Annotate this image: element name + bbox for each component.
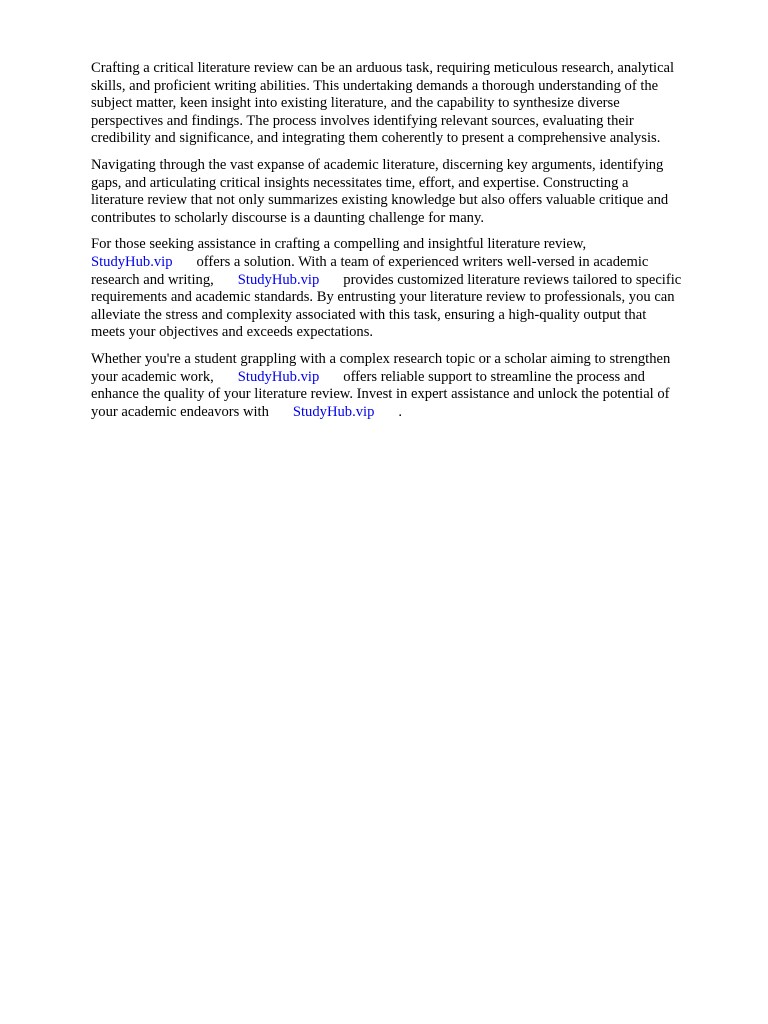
studyhub-link[interactable]: StudyHub.vip (292, 403, 375, 420)
text-line: requirements and academic standards. By entrusting your literature review to professionals, you can (91, 289, 675, 306)
text-line: meets your objectives and exceeds expectations. (91, 324, 374, 341)
text-line: alleviate the stress and complexity associated with this task, ensuring a high-quality output that (91, 306, 647, 323)
text-segment: . (398, 403, 403, 420)
text-line (91, 254, 721, 272)
studyhub-link[interactable]: StudyHub.vip (237, 368, 320, 385)
text-segment: your academic endeavors with (91, 403, 269, 420)
studyhub-link[interactable]: StudyHub.vip (91, 253, 173, 270)
text-line: skills, and proficient writing abilities. This undertaking demands a thorough understanding of the (91, 77, 659, 94)
text-line: contributes to scholarly discourse is a daunting challenge for many. (91, 209, 484, 226)
text-line: Navigating through the vast expanse of academic literature, discerning key arguments, identifying (91, 156, 664, 173)
text-segment: offers a solution. With a team of experienced writers well-versed in academic (196, 253, 649, 270)
text-line: gaps, and articulating critical insights necessitates time, effort, and expertise. Constructing a (91, 174, 629, 191)
studyhub-link[interactable]: StudyHub.vip (237, 271, 320, 288)
paragraph-intro (91, 60, 721, 148)
document-body (91, 60, 721, 430)
text-segment: research and writing, (91, 271, 214, 288)
text-line: subject matter, keen insight into existing literature, and the capability to synthesize diverse (91, 95, 620, 112)
text-line: Crafting a critical literature review can be an arduous task, requiring meticulous research, analytical (91, 60, 675, 76)
text-line: credibility and significance, and integrating them coherently to present a comprehensive analysis. (91, 130, 661, 147)
text-line: perspectives and findings. The process involves identifying relevant sources, evaluating their (91, 112, 634, 129)
paragraph-navigating (91, 157, 721, 227)
text-segment: your academic work, (91, 368, 214, 385)
text-line (91, 404, 721, 422)
text-line: Whether you're a student grappling with a complex research topic or a scholar aiming to strengthen (91, 350, 671, 367)
paragraph-assistance (91, 236, 721, 342)
text-line: literature review that not only summarizes existing knowledge but also offers valuable critique and (91, 192, 669, 209)
text-line: For those seeking assistance in crafting a compelling and insightful literature review, (91, 236, 587, 253)
paragraph-conclusion (91, 351, 721, 421)
text-segment: provides customized literature reviews tailored to specific (343, 271, 682, 288)
text-line: enhance the quality of your literature review. Invest in expert assistance and unlock the potential of (91, 386, 670, 403)
text-line (91, 369, 721, 387)
text-segment: offers reliable support to streamline the process and (343, 368, 645, 385)
text-line (91, 272, 721, 290)
